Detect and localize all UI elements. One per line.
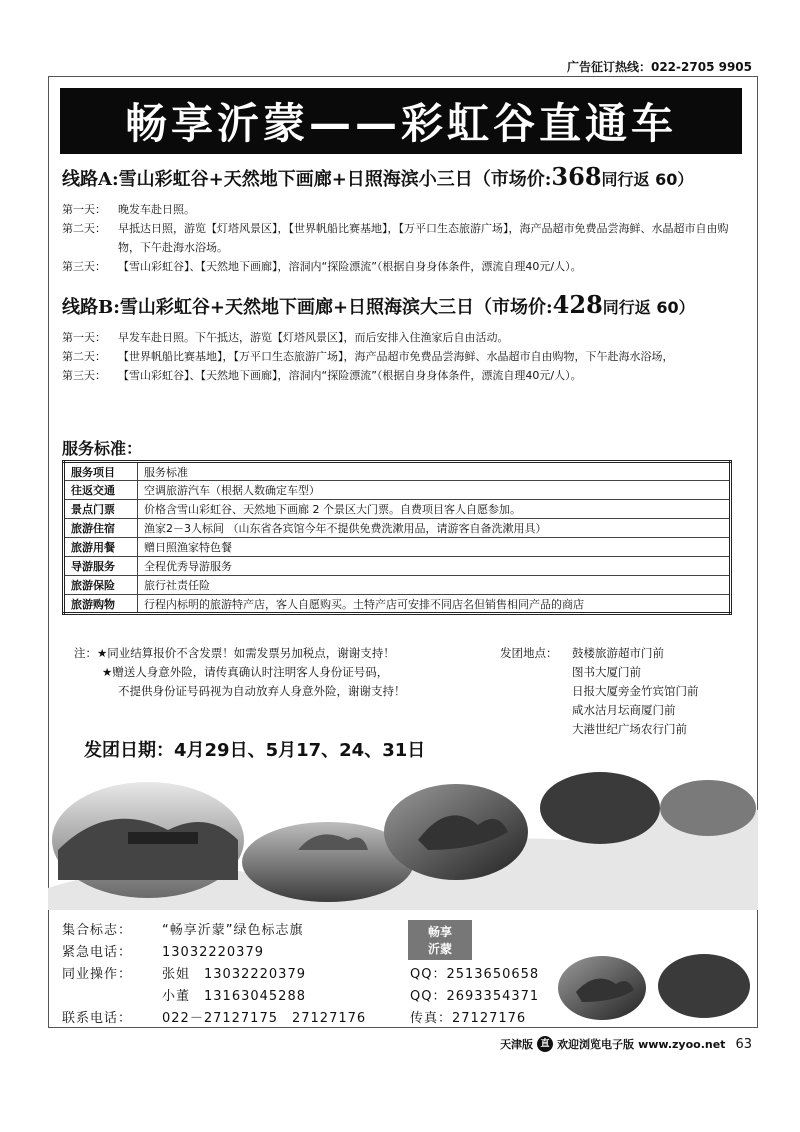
list-item: 日报大厦旁金竹宾馆门前 [572, 684, 699, 698]
itinerary-day: 第二天： 【世界帆船比赛基地】，【万平口生态旅游广场】，海产品超市免费品尝海鲜、水晶超市自由购物，下午赴海水浴场， [62, 350, 674, 363]
edition-label: 天津版 [500, 1038, 534, 1051]
route-a-price: 368 [551, 162, 602, 191]
pickup-label: 发团地点： [500, 646, 558, 660]
itinerary-day: 第二天： 早抵达日照，游览【灯塔风景区】，【世界帆船比赛基地】，【万平口生态旅游广场】，海产品超市免费品尝海鲜、水晶超市自由购物，下午赴海水浴场。 [62, 222, 729, 254]
welcome-text: 欢迎浏览电子版 [557, 1038, 635, 1051]
note-line: 注：★同业结算报价不含发票！如需发票另加税点，谢谢支持！ [74, 646, 395, 660]
table-row: 导游服务 全程优秀导游服务 [64, 557, 731, 576]
flower-photo-small [658, 954, 750, 1018]
seafood-photo [660, 780, 756, 836]
page-footer [500, 1036, 752, 1052]
banner-title: 畅享沂蒙——彩虹谷直通车 [60, 88, 742, 154]
table-row: 旅游用餐 赠日照渔家特色餐 [64, 538, 731, 557]
itinerary-day: 第三天： 【雪山彩虹谷】、【天然地下画廊】，溶洞内“探险漂流”（根据自身身体条件，漂流自理40元/人）。 [62, 260, 582, 273]
ad-hotline: 广告征订热线：022-2705 9905 [566, 60, 752, 74]
route-a-rebate: 同行返 60） [601, 170, 694, 189]
itinerary-day: 第一天： 晚发车赴日照。 [62, 203, 195, 216]
table-row: 往返交通 空调旅游汽车（根据人数确定车型） [64, 481, 731, 500]
flower-photo [540, 772, 660, 844]
scenic-photo-strip [48, 770, 758, 910]
table-row: 旅游住宿 渔家2－3人标间 （山东省各宾馆今年不提供免费洗漱用品，请游客自备洗漱用具） [64, 519, 731, 538]
route-b-price: 428 [552, 290, 603, 319]
brand-logo: 畅享 沂蒙 [408, 920, 472, 960]
table-row: 旅游保险 旅行社责任险 [64, 576, 731, 595]
note-line: ★赠送人身意外险，请传真确认时注明客人身份证号码， [102, 665, 389, 679]
service-title: 服务标准： [62, 439, 143, 458]
fax-number: 传真：27127176 [410, 1011, 527, 1026]
pavilion-shape [128, 832, 198, 844]
route-a-title [62, 162, 693, 191]
itinerary-day: 第一天： 早发车赴日照。下午抵达，游览【灯塔风景区】，而后安排入住渔家后自由活动。 [62, 331, 509, 344]
route-a-itinerary [62, 200, 742, 276]
pickup-locations [500, 644, 740, 736]
contact-photos [556, 952, 752, 1022]
contact-flag-row: 集合标志： “畅享沂蒙”绿色标志旗 [62, 923, 304, 938]
route-b-itinerary [62, 328, 742, 385]
list-item: 图书大厦门前 [572, 665, 641, 679]
route-a-name: 线路A:雪山彩虹谷+天然地下画廊+日照海滨小三日（市场价: [62, 169, 552, 190]
route-b-title [62, 290, 695, 319]
peer2-qq: QQ：2693354371 [410, 989, 540, 1004]
list-item: 鼓楼旅游超市门前 [572, 646, 664, 660]
table-row: 服务项目 服务标准 [64, 462, 731, 481]
peer1-qq: QQ：2513650658 [410, 967, 540, 982]
contact-phone-row: 联系电话： 022－27127175 27127176 [62, 1011, 367, 1026]
edition-badge: 直 [537, 1036, 553, 1052]
contact-emergency-row: 紧急电话： 13032220379 [62, 945, 264, 960]
contact-peer2-row: 小董 13163045288 [162, 989, 306, 1004]
route-b-name: 线路B:雪山彩虹谷+天然地下画廊+日照海滨大三日（市场价: [62, 297, 553, 318]
pickup-place-list [572, 644, 699, 739]
route-b-rebate: 同行返 60） [602, 298, 695, 317]
list-item: 大港世纪广场农行门前 [572, 722, 687, 736]
table-row: 旅游购物 行程内标明的旅游特产店，客人自愿购买。土特产店可安排不同店名但销售相同产品的商店 [64, 595, 731, 614]
itinerary-day: 第三天： 【雪山彩虹谷】、【天然地下画廊】，溶洞内“探险漂流”（根据自身身体条件，漂流自理40元/人）。 [62, 369, 582, 382]
list-item: 咸水沽月坛商厦门前 [572, 703, 676, 717]
table-row: 景点门票 价格含雪山彩虹谷、天然地下画廊 2 个景区大门票。自费项目客人自愿参加。 [64, 500, 731, 519]
departure-dates: 发团日期：4月29日、5月17、24、31日 [84, 740, 426, 761]
contact-peer-row: 同业操作： 张姐 13032220379 [62, 967, 306, 982]
service-table [62, 460, 732, 615]
notes-list [74, 644, 494, 701]
page-number: 63 [735, 1036, 752, 1052]
site-link[interactable]: www.zyoo.net [638, 1037, 726, 1051]
note-line: 不提供身份证号码视为自动放弃人身意外险，谢谢支持！ [118, 684, 406, 698]
